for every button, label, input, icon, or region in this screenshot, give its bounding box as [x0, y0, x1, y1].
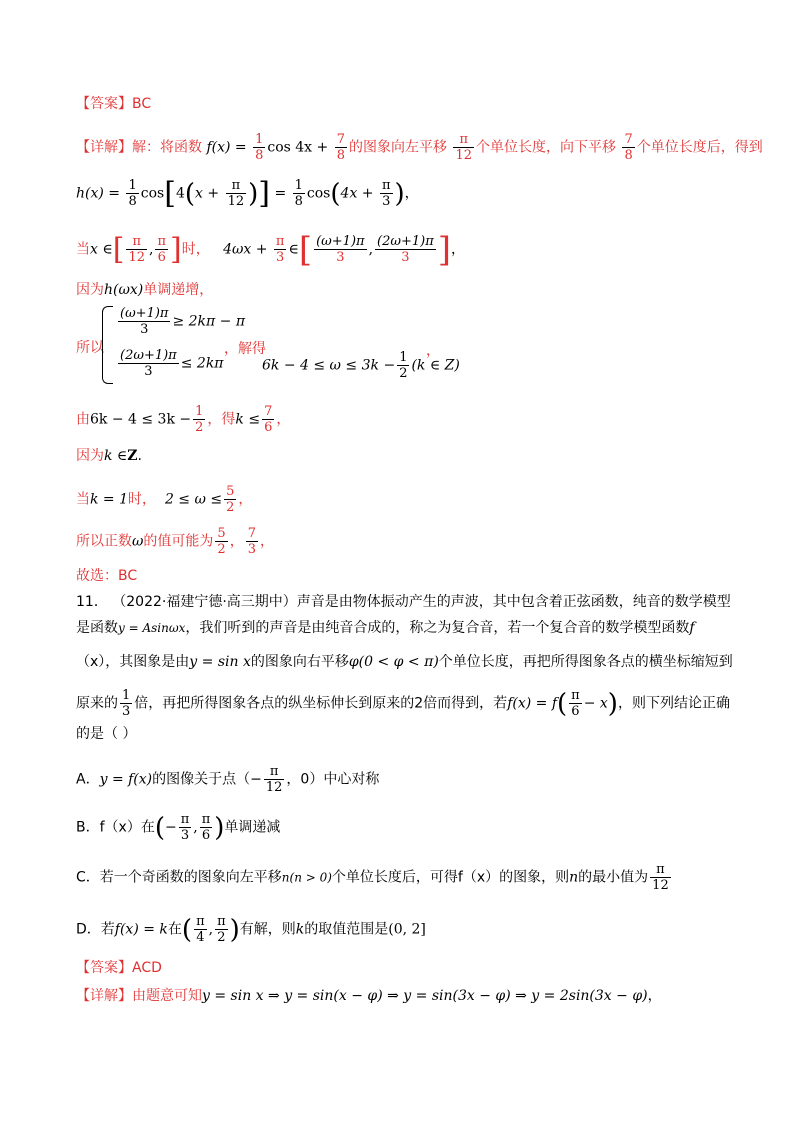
fraction: $\frac{7}{8}$: [336, 132, 345, 163]
answer-value: BC: [132, 96, 152, 112]
text-after: 个单位长度后，得到: [636, 139, 763, 156]
q11-line-5: 的是（ ）: [76, 726, 137, 742]
text-shift: 的图象向左平移: [349, 139, 447, 156]
from-line: 由6k − 4 ≤ 3k − $\frac{1}{2}$ ，得k ≤ $\frac{7}{6}$ ，: [76, 404, 291, 435]
answer-line-1: [76, 94, 740, 114]
option-c: C．若一个奇函数的图象向左平移n(n > 0)个单位长度后，可得f（x）的图象，则n的最小值为 $\frac{\pi}{12}$: [76, 862, 669, 893]
equals: =: [274, 185, 287, 202]
inequality-system: 所以 $\frac{(\omega+1)\pi}{3}$ ≥ 2kπ − π $\frac{(2\omega+1)\pi}{3}$ ≤ 2kπ ，解得 6k − 4 ≤ ω ≤ 3k − $\frac{1}{2}$ (k ∈ Z) ，: [76, 306, 716, 386]
option-d: D．若f(x) = k在( $\frac{\pi}{4}$ , $\frac{\pi}{2}$ )有解，则k的取值范围是(0, 2]: [76, 914, 426, 945]
positive-line: 所以正数ω的值可能为 $\frac{5}{2}$ ， $\frac{7}{3}$ ，: [76, 526, 274, 557]
x-plus: x +: [195, 185, 220, 202]
q11-line-4: 原来的 $\frac{1}{3}$ 倍，再把所得图象各点的纵坐标伸长到原来的2倍而得到，若f(x) = f( $\frac{\pi}{6}$ − x)，则下列结论正确: [76, 688, 730, 719]
because-line-1: 因为h(ωx)单调递增，: [76, 282, 214, 298]
so-text: 所以: [76, 340, 104, 356]
cos: cos: [140, 185, 165, 202]
hx-line: h(x) = $\frac{1}{8}$ cos[4(x + $\frac{\pi}{12}$ )] = $\frac{1}{8}$ cos(4x + $\frac{\pi}{3}$ )，: [76, 175, 419, 211]
system-row-1: $\frac{(\omega+1)\pi}{3}$ ≥ 2kπ − π: [120, 306, 246, 337]
cos-term: cos 4x +: [267, 139, 329, 156]
fraction: $\frac{1}{8}$: [255, 132, 264, 163]
fraction: $\frac{1}{8}$: [294, 178, 303, 209]
cos: cos: [306, 185, 331, 202]
hx-lhs: h(x) =: [76, 185, 121, 202]
fraction: $\frac{\pi}{6}$: [157, 234, 166, 265]
fraction: $\frac{(2\omega+1)\pi}{3}$: [377, 234, 434, 265]
answer-line-2: 【答案】ACD: [76, 960, 162, 976]
inner: 4x +: [340, 185, 374, 202]
coef: 4: [175, 185, 185, 202]
left-brace: [102, 306, 113, 384]
fraction: $\frac{\pi}{12}$: [128, 234, 145, 265]
expr: 4ωx +: [223, 241, 268, 258]
fraction: $\frac{\pi}{12}$: [455, 132, 472, 163]
fraction: $\frac{\pi}{3}$: [275, 234, 285, 265]
system-result: 6k − 4 ≤ ω ≤ 3k − $\frac{1}{2}$ (k ∈ Z): [262, 350, 460, 381]
h-omega-x: h(ωx): [104, 282, 144, 298]
choose-line-1: 故选：BC: [76, 568, 138, 584]
detail-line-1: [76, 132, 763, 163]
when-line-2: 当k = 1时， 2 ≤ ω ≤ $\frac{5}{2}$ ，: [76, 484, 253, 515]
detail-label: 【详解】: [76, 139, 132, 156]
option-b: B．f（x）在(− $\frac{\pi}{3}$ , $\frac{\pi}{6}$ )单调递减: [76, 812, 281, 843]
fraction: $\frac{(\omega+1)\pi}{3}$: [316, 234, 365, 265]
function-f: f(x) =: [206, 139, 247, 156]
when-line: 当x ∈[ $\frac{\pi}{12}$ , $\frac{\pi}{6}$ ]时， 4ωx + $\frac{\pi}{3}$ ∈[ $\frac{(\omega+1)\pi}{3}$ , $\frac{(2\omega+1)\pi}{3}$ ]，: [76, 229, 466, 270]
text-down: 个单位长度，向下平移: [476, 139, 616, 156]
solve-text: ，解得: [224, 341, 266, 357]
detail-line-2: 【详解】由题意可知y = sin x ⇒ y = sin(x − φ) ⇒ y = sin(3x − φ) ⇒ y = 2sin(3x − φ)，: [76, 988, 662, 1004]
q11-line-3: （x），其图象是由y = sin x的图象向右平移φ(0 < φ < π)个单位长度，再把所得图象各点的横坐标缩短到: [76, 654, 733, 670]
x-in: x ∈: [90, 241, 113, 258]
system-row-2: $\frac{(2\omega+1)\pi}{3}$ ≤ 2kπ: [120, 348, 224, 379]
detail-intro: 解：将函数: [132, 139, 202, 156]
fraction: $\frac{7}{8}$: [624, 132, 633, 163]
fraction: $\frac{1}{8}$: [128, 178, 137, 209]
text: 当: [76, 241, 90, 258]
q11-line-1: 11． （2022·福建宁德·高三期中）声音是由物体振动产生的声波，其中包含着正弦函数，纯音的数学模型: [76, 594, 731, 610]
because-line-2: 因为k ∈Z.: [76, 448, 142, 464]
option-a: A．y = f(x)的图像关于点（− $\frac{\pi}{12}$ ，0）中心对称: [76, 764, 380, 795]
fraction: $\frac{\pi}{3}$: [381, 178, 391, 209]
fraction: $\frac{\pi}{12}$: [227, 178, 245, 209]
answer-label: 【答案】: [76, 96, 132, 112]
q11-line-2: 是函数y = Asinωx，我们听到的声音是由纯音合成的，称之为复合音，若一个复合音的数学模型函数f: [76, 620, 695, 636]
text: 时，: [181, 241, 210, 258]
